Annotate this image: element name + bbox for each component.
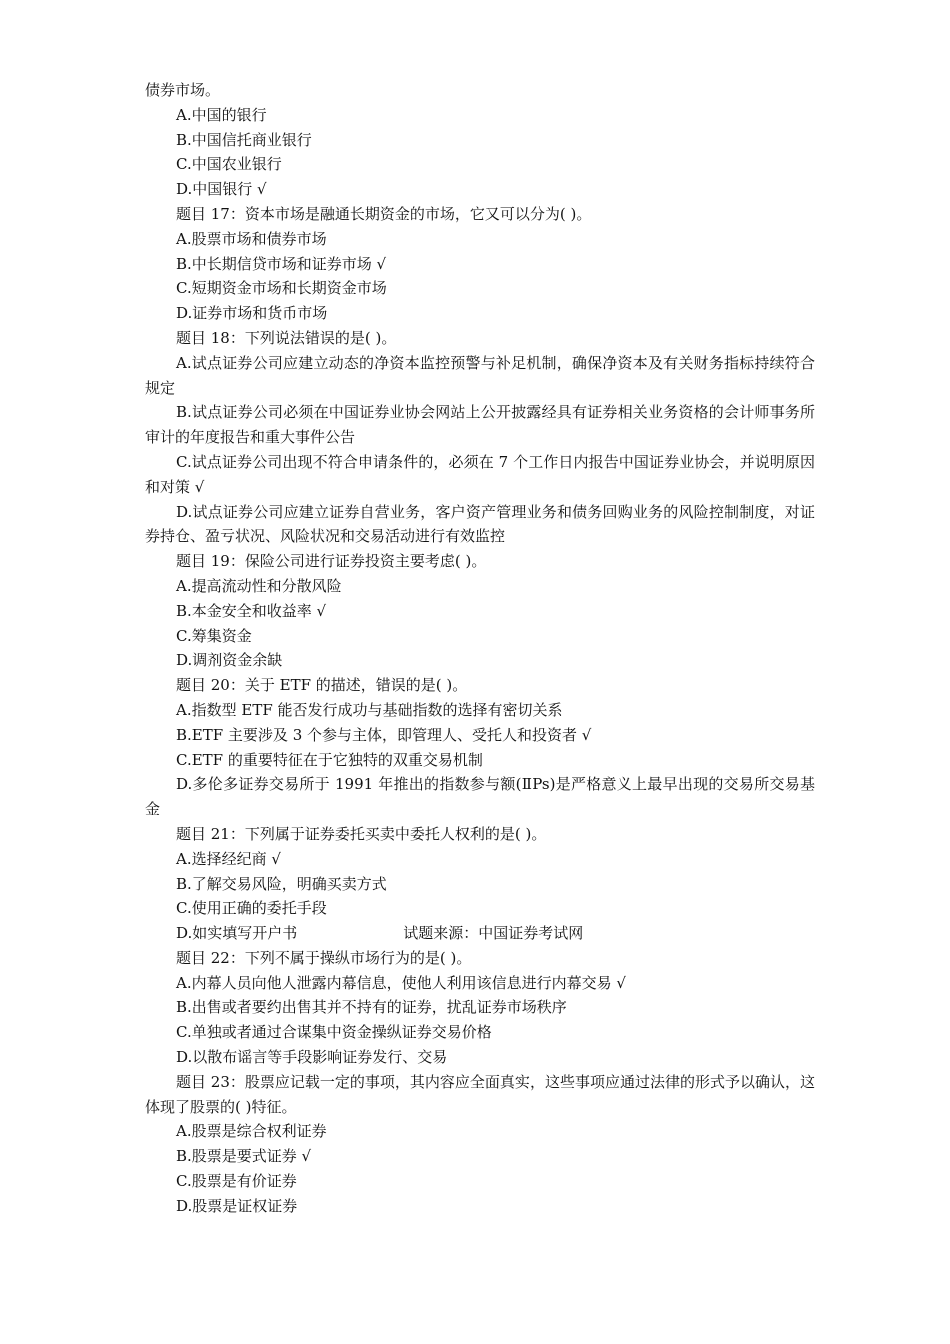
option-d: D.以散布谣言等手段影响证券发行、交易 <box>176 1048 448 1067</box>
option-a: A.内幕人员向他人泄露内幕信息，使他人利用该信息进行内幕交易 √ <box>176 973 626 992</box>
text-line: 债券市场。 <box>145 81 221 99</box>
option-a: A.指数型 ETF 能否发行成功与基础指数的选择有密切关系 <box>176 700 563 719</box>
option-a: A.提高流动性和分散风险 <box>176 576 342 595</box>
option-d: D.多伦多证券交易所于 1991 年推出的指数参与额(ⅡPs)是严格意义上最早出现的交易所交易基金 <box>145 775 815 819</box>
question-source: 试题来源：中国证券考试网 <box>403 924 584 943</box>
option-b: B.中长期信贷市场和证券市场 √ <box>176 254 387 273</box>
option-c: C.中国农业银行 <box>176 155 282 174</box>
question-20: 题目 20：关于 ETF 的描述，错误的是( )。 <box>176 676 468 695</box>
question-18: 题目 18：下列说法错误的是( )。 <box>176 328 397 347</box>
option-d: D.调剂资金余缺 <box>176 651 283 670</box>
option-d: D.证券市场和货币市场 <box>176 304 328 323</box>
option-a: A.中国的银行 <box>176 105 267 124</box>
option-c: C.单独或者通过合谋集中资金操纵证券交易价格 <box>176 1023 492 1042</box>
option-d: D.如实填写开户书 <box>176 924 298 943</box>
option-c: C.试点证券公司出现不符合申请条件的，必须在 7 个工作日内报告中国证券业协会，并说明原因和对策 √ <box>145 452 815 496</box>
option-d: D.试点证券公司应建立证券自营业务，客户资产管理业务和债务回购业务的风险控制制度，对证券持仓、盈亏状况、风险状况和交易活动进行有效监控 <box>145 502 815 546</box>
option-c: C.筹集资金 <box>176 626 252 645</box>
question-22: 题目 22：下列不属于操纵市场行为的是( )。 <box>176 948 472 967</box>
option-b: B.股票是要式证券 √ <box>176 1147 312 1166</box>
option-b: B.本金安全和收益率 √ <box>176 601 327 620</box>
option-c: C.使用正确的委托手段 <box>176 899 327 918</box>
question-21: 题目 21：下列属于证券委托买卖中委托人权利的是( )。 <box>176 824 547 843</box>
document-body <box>145 78 815 1219</box>
option-d-with-source <box>145 921 815 946</box>
question-19: 题目 19：保险公司进行证券投资主要考虑( )。 <box>176 552 487 571</box>
option-b: B.中国信托商业银行 <box>176 130 312 149</box>
option-c: C.短期资金市场和长期资金市场 <box>176 279 387 298</box>
option-b: B.了解交易风险，明确买卖方式 <box>176 874 387 893</box>
question-23: 题目 23：股票应记载一定的事项，其内容应全面真实，这些事项应通过法律的形式予以确认，这体现了股票的( )特征。 <box>145 1072 815 1116</box>
option-d: D.股票是证权证券 <box>176 1196 298 1215</box>
option-a: A.股票是综合权利证券 <box>176 1122 327 1141</box>
option-a: A.股票市场和债券市场 <box>176 229 327 248</box>
option-b: B.试点证券公司必须在中国证券业协会网站上公开披露经具有证券相关业务资格的会计师事务所审计的年度报告和重大事件公告 <box>145 403 815 447</box>
option-c: C.ETF 的重要特征在于它独特的双重交易机制 <box>176 750 483 769</box>
option-c: C.股票是有价证券 <box>176 1172 297 1191</box>
option-b: B.出售或者要约出售其并不持有的证券，扰乱证券市场秩序 <box>176 998 567 1017</box>
question-17: 题目 17：资本市场是融通长期资金的市场，它又可以分为( )。 <box>176 204 592 223</box>
option-b: B.ETF 主要涉及 3 个参与主体，即管理人、受托人和投资者 √ <box>176 725 592 744</box>
option-d: D.中国银行 √ <box>176 180 267 199</box>
option-a: A.选择经纪商 √ <box>176 849 281 868</box>
option-a: A.试点证券公司应建立动态的净资本监控预警与补足机制，确保净资本及有关财务指标持续符合规定 <box>145 353 815 397</box>
